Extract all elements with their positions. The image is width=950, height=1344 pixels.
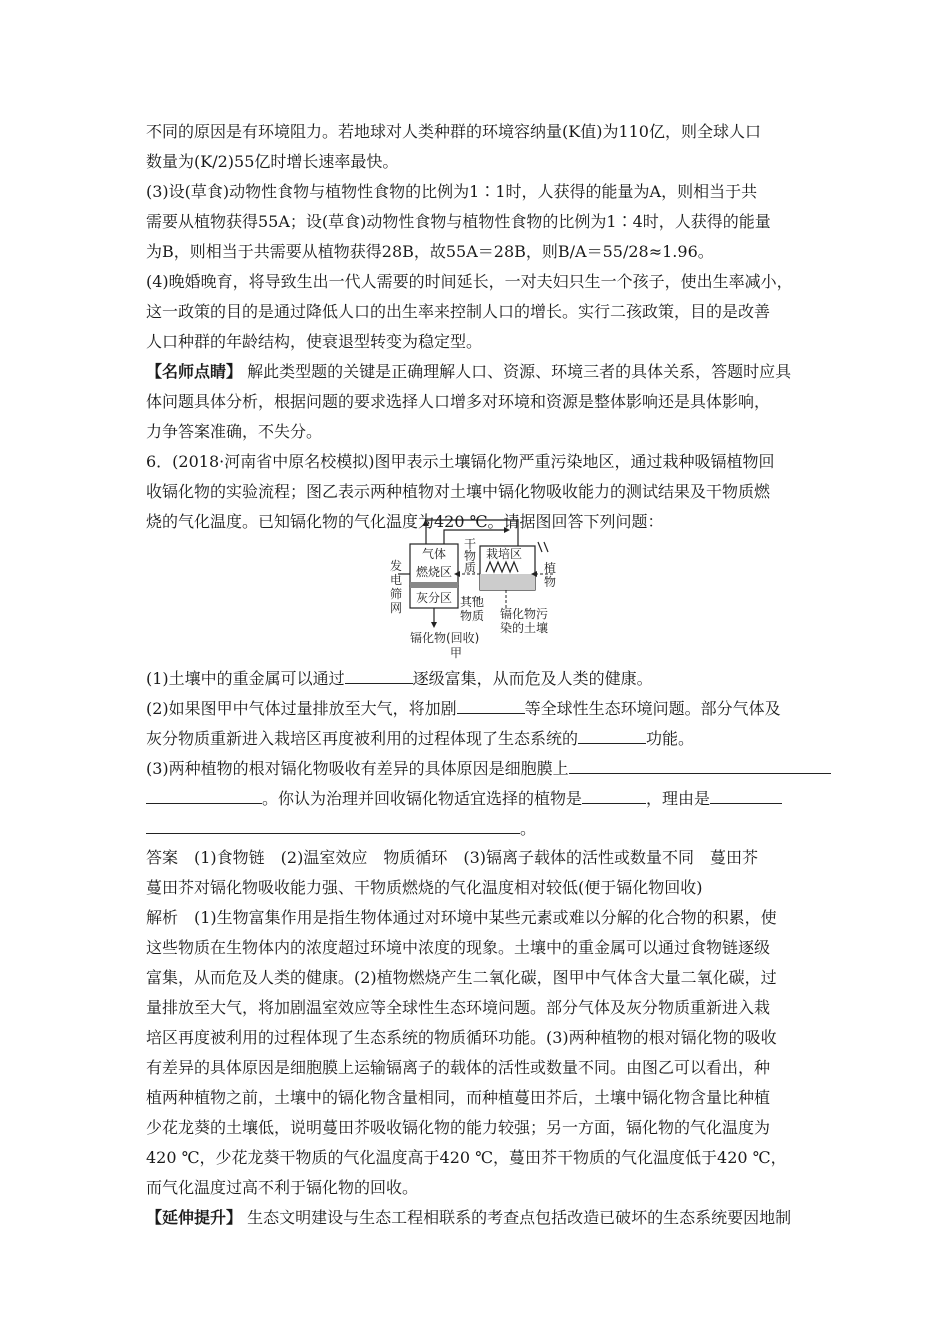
figure-caption: 甲 [450, 646, 463, 660]
plant-zigzag [486, 562, 518, 572]
label-burn: 燃烧区 [416, 565, 453, 579]
text-line: (3)设(草食)动物性食物与植物性食物的比例为1∶1时，人获得的能量为A，则相当于共 [146, 182, 758, 201]
grate [410, 582, 458, 588]
text-line: 不同的原因是有环境阻力。若地球对人类种群的环境容纳量(K值)为110亿，则全球人口 [146, 122, 761, 141]
analysis-line: 解析 (1)生物富集作用是指生物体通过对环境中某些元素或难以分解的化合物的积累，使 [146, 908, 777, 927]
svg-text:物质: 物质 [460, 609, 485, 623]
label-other: 其他 [460, 595, 485, 609]
tip-line: 力争答案准确，不失分。 [146, 422, 323, 441]
question-2-cont: 灰分物质重新进入栽培区再度被利用的过程体现了生态系统的 功能。 [146, 729, 695, 748]
tip-line [146, 362, 791, 382]
label-plant-zone: 栽培区 [486, 547, 523, 561]
answer-blank[interactable] [582, 788, 646, 804]
answer-blank[interactable] [146, 788, 262, 804]
text-line: 这一政策的目的是通过降低人口的出生率来控制人口的增长。实行二孩政策，目的是改善 [146, 302, 771, 321]
text-line: (4)晚婚晚育，将导致生出一代人需要的时间延长，一对夫妇只生一个孩子，使出生率减小， [146, 272, 793, 291]
text-line: 为B，则相当于共需要从植物获得28B，故55A＝28B，则B/A＝55/28≈1.96。 [146, 242, 714, 261]
answer-blank[interactable] [146, 818, 520, 834]
analysis-line: 植两种植物之前，土壤中的镉化物含量相同，而种植蔓田芥后，土壤中镉化物含量比种植 [146, 1088, 771, 1107]
analysis-line: 有差异的具体原因是细胞膜上运输镉离子的载体的活性或数量不同。由图乙可以看出，种 [146, 1058, 771, 1077]
analysis-line: 少花龙葵的土壤低，说明蔓田芥吸收镉化物的能力较强；另一方面，镉化物的气化温度为 [146, 1118, 771, 1137]
question-3-end: 。 [146, 818, 536, 839]
text-line: 人口种群的年龄结构，使衰退型转变为稳定型。 [146, 332, 483, 351]
question-2: (2)如果图甲中气体过量排放至大气，将加剧 等全球性生态环境问题。部分气体及 [146, 699, 781, 718]
text-line: 数量为(K/2)55亿时增长速率最快。 [146, 152, 399, 171]
svg-text:质: 质 [464, 561, 477, 575]
label-soil: 镉化物污 [500, 607, 549, 621]
answer-blank[interactable] [569, 758, 831, 774]
question-line: 收镉化物的实验流程；图乙表示两种植物对土壤中镉化物吸收能力的测试结果及干物质燃 [146, 482, 771, 501]
answer-line: 答案 (1)食物链 (2)温室效应 物质循环 (3)镉离子载体的活性或数量不同 蔓田芥 [146, 848, 758, 867]
soil-fill [480, 574, 535, 590]
answer-line: 蔓田芥对镉化物吸收能力强、干物质燃烧的气化温度相对较低(便于镉化物回收) [146, 878, 703, 897]
tip-text: 解此类型题的关键是正确理解人口、资源、环境三者的具体关系，答题时应具 [247, 362, 792, 381]
label-plant: 植 [544, 561, 557, 575]
label-ash: 灰分区 [416, 591, 453, 605]
extension-text: 生态文明建设与生态工程相联系的考查点包括改造已破坏的生态系统要因地制 [247, 1208, 792, 1227]
analysis-line: 富集，从而危及人类的健康。(2)植物燃烧产生二氧化碳，图甲中气体含大量二氧化碳，过 [146, 968, 777, 987]
analysis-line: 这些物质在生物体内的浓度超过环境中浓度的现象。土壤中的重金属可以通过食物链逐级 [146, 938, 771, 957]
tip-label: 【名师点睛】 [146, 362, 243, 381]
question-3: (3)两种植物的根对镉化物吸收有差异的具体原因是细胞膜上 [146, 758, 831, 779]
analysis-line: 而气化温度过高不利于镉化物的回收。 [146, 1178, 419, 1197]
text-line: 需要从植物获得55A；设(草食)动物性食物与植物性食物的比例为1∶4时，人获得的能量 [146, 212, 771, 231]
figure-jia [388, 514, 573, 660]
question-line: 6．(2018·河南省中原名校模拟)图甲表示土壤镉化物严重污染地区，通过栽种吸镉植物回 [146, 452, 775, 471]
label-dry: 干 [464, 537, 477, 551]
analysis-line: 420 ℃，少花龙葵干物质的气化温度高于420 ℃，蔓田芥干物质的气化温度低于420 ℃， [146, 1148, 787, 1167]
svg-text:物: 物 [544, 575, 557, 589]
svg-text:物: 物 [464, 549, 477, 563]
answer-blank[interactable] [457, 698, 525, 714]
question-line: 烧的气化温度。已知镉化物的气化温度为420 ℃。请据图回答下列问题： [146, 512, 664, 531]
svg-text:电: 电 [390, 573, 403, 587]
extension-label: 【延伸提升】 [146, 1208, 243, 1227]
answer-blank[interactable] [345, 668, 413, 684]
svg-text:网: 网 [390, 601, 403, 615]
extension-line [146, 1208, 791, 1228]
question-3-cont: 。你认为治理并回收镉化物适宜选择的植物是 ，理由是 [146, 788, 782, 809]
answer-blank[interactable] [710, 788, 782, 804]
analysis-line: 培区再度被利用的过程体现了生态系统的物质循环功能。(3)两种植物的根对镉化物的吸收 [146, 1028, 777, 1047]
question-1: (1)土壤中的重金属可以通过 逐级富集，从而危及人类的健康。 [146, 669, 653, 688]
label-gas: 气体 [422, 547, 447, 561]
analysis-line: 量排放至大气，将加剧温室效应等全球性生态环境问题。部分气体及灰分物质重新进入栽 [146, 998, 771, 1017]
label-generator: 发 [390, 559, 403, 573]
svg-text:染的土壤: 染的土壤 [500, 621, 549, 635]
label-recover: 镉化物(回收) [410, 631, 480, 645]
tip-line: 体问题具体分析，根据问题的要求选择人口增多对环境和资源是整体影响还是具体影响， [146, 392, 771, 411]
svg-text:筛: 筛 [390, 587, 403, 601]
answer-blank[interactable] [578, 728, 646, 744]
